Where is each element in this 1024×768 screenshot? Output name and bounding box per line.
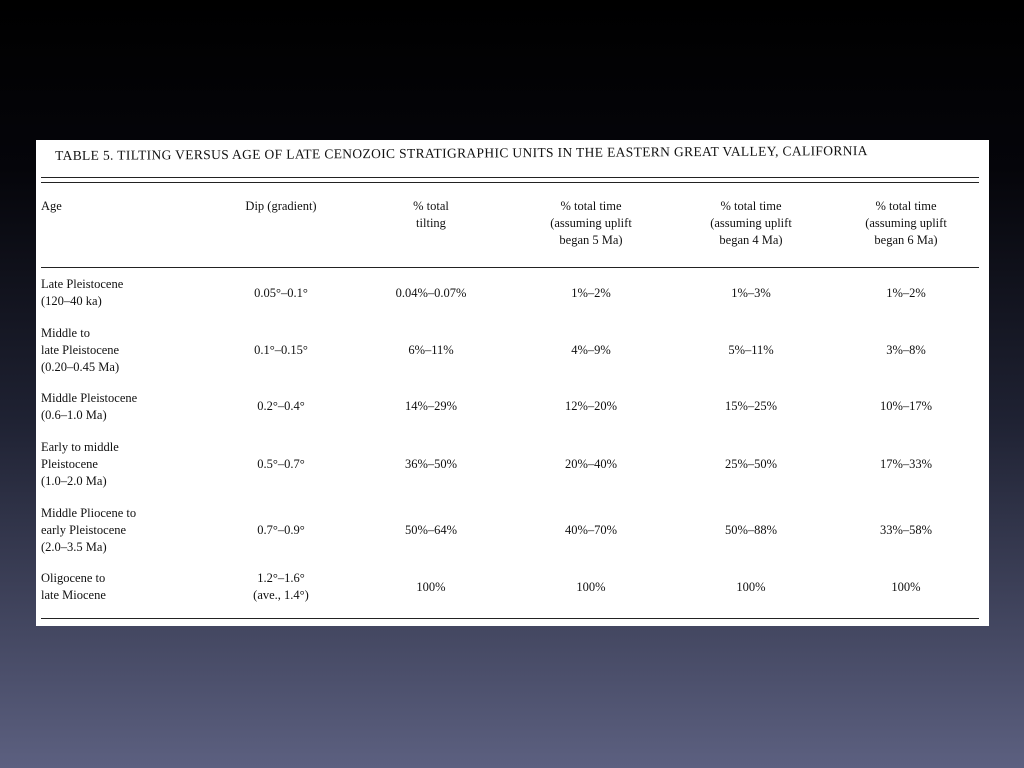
column-header: % total time (assuming uplift began 5 Ma) [550,199,632,247]
table-cell: 33%–58% [879,522,933,537]
column-header: % total time (assuming uplift began 4 Ma) [710,199,792,247]
table-cell: 50%–88% [724,522,778,537]
table-title: TABLE 5. TILTING VERSUS AGE OF LATE CENOZOIC STRATIGRAPHIC UNITS IN THE EASTERN GREAT VALLEY, CALIFORNIA [55,143,868,163]
table-row [41,431,981,497]
top-rule-thin [41,182,979,183]
table-cell: 0.05°–0.1° [254,285,308,300]
top-rule [41,177,979,178]
table-cell: 10%–17% [879,399,933,413]
column-header: % total time (assuming uplift began 6 Ma) [865,199,947,247]
header-row [41,198,981,268]
table-cell: 20%–40% [564,456,618,471]
table-cell: 25%–50% [724,456,778,471]
table-cell: Late Pleistocene (120–40 ka) [41,277,124,308]
table-cell: 0.1°–0.15° [254,342,308,357]
table-cell: 5%–11% [728,342,774,357]
table-cell: 100% [736,579,766,594]
table-row [41,563,981,611]
table-cell: 40%–70% [564,522,618,537]
table-cell: 50%–64% [404,522,458,537]
table-cell: 1%–2% [571,285,611,300]
table-cell: 3%–8% [886,342,926,357]
table-row [41,497,981,563]
table-row [41,318,981,382]
table-cell: 15%–25% [724,399,778,413]
table-cell: 4%–9% [571,342,611,357]
table-cell: Middle Pliocene to early Pleistocene (2.0–3.5 Ma) [41,505,137,554]
table-cell: 1%–2% [886,285,926,300]
table-cell: 0.04%–0.07% [395,285,467,300]
table-cell: 14%–29% [404,399,458,413]
table-cell: Middle Pleistocene (0.6–1.0 Ma) [41,390,138,422]
table-cell: Early to middle Pleistocene (1.0–2.0 Ma) [41,439,119,488]
table-cell: 0.7°–0.9° [257,522,305,537]
table-cell: 100% [576,579,606,594]
column-header: Age [41,199,62,213]
table-cell: 0.5°–0.7° [257,456,305,471]
table-cell: 0.2°–0.4° [257,399,305,413]
table-cell: 6%–11% [408,342,454,357]
column-header: Dip (gradient) [245,199,317,213]
table-cell: 1.2°–1.6° (ave., 1.4°) [253,571,309,602]
table-cell: 100% [416,579,446,594]
table-cell: 100% [891,579,921,594]
bottom-rule [41,618,979,619]
table-row [41,268,981,318]
table-cell: 36%–50% [404,456,458,471]
table-cell: Oligocene to late Miocene [41,571,106,602]
table-row [41,382,981,431]
data-table [41,198,981,611]
table-cell: 17%–33% [879,456,933,471]
table-cell: 1%–3% [731,285,771,300]
table-cell: Middle to late Pleistocene (0.20–0.45 Ma) [41,325,120,374]
table-image [36,140,989,626]
table-cell: 12%–20% [564,399,618,413]
column-header: % total tilting [413,199,449,230]
